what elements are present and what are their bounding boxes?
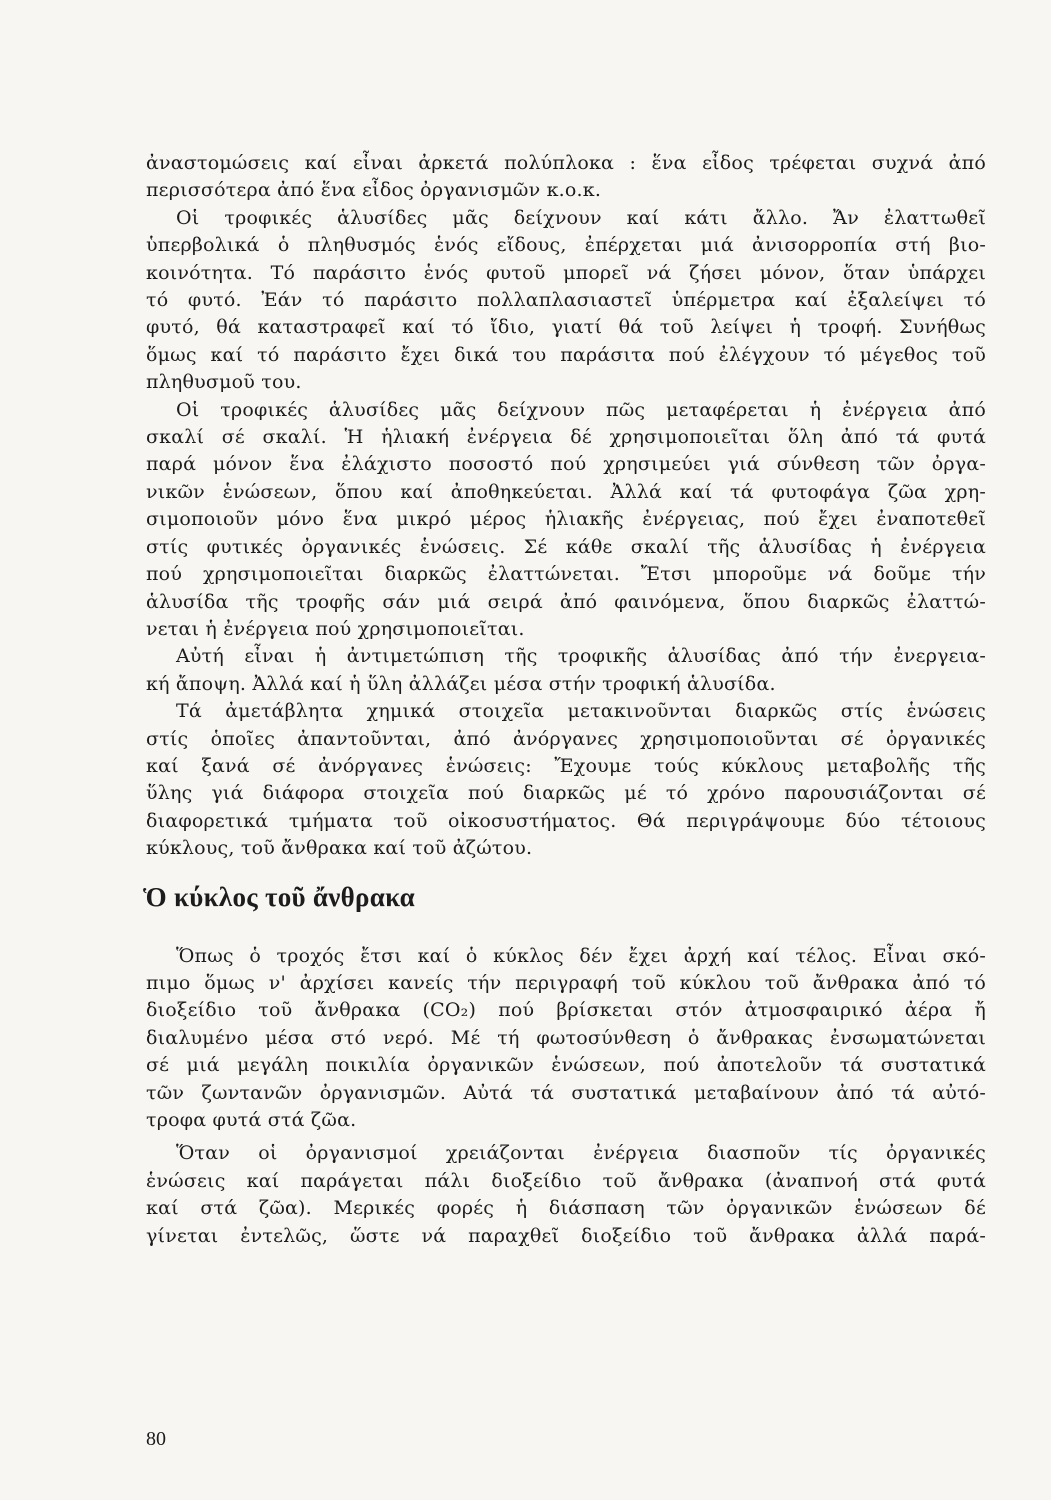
paragraph [146,643,986,698]
page-number: 80 [146,1428,166,1450]
text-line: διαλυμένο μέσα στό νερό. Μέ τή φωτοσύνθεση ὁ ἄνθρακας ἐνσωματώνεται [146,1026,986,1049]
paragraph [146,205,986,397]
text-line: στίς φυτικές ὀργανικές ἑνώσεις. Σέ κάθε σκαλί τῆς ἁλυσίδας ἡ ἐνέργεια [146,535,986,558]
text-line: διαφορετικά τμήματα τοῦ οἰκοσυστήματος. Θά περιγράψουμε δύο τέτοιους [146,809,986,832]
text-line: Αὐτή εἶναι ἡ ἀντιμετώπιση τῆς τροφικῆς ἁλυσίδας ἀπό τήν ἐνεργεια- [176,645,986,668]
text-line: κύκλους, τοῦ ἄνθρακα καί τοῦ ἀζώτου. [146,837,533,860]
paragraph [146,397,986,644]
text-line: κή ἄποψη. Ἀλλά καί ἡ ὕλη ἀλλάζει μέσα στήν τροφική ἁλυσίδα. [146,672,776,695]
text-line: φυτό, θά καταστραφεῖ καί τό ἴδιο, γιατί θά τοῦ λείψει ἡ τροφή. Συνήθως [146,316,986,339]
text-line: πιμο ὅμως ν' ἀρχίσει κανείς τήν περιγραφή τοῦ κύκλου τοῦ ἄνθρακα ἀπό τό [146,971,986,994]
text-line: Ὅταν οἱ ὀργανισμοί χρειάζονται ἐνέργεια διασποῦν τίς ὀργανικές [176,1142,986,1165]
text-line: νεται ἡ ἐνέργεια πού χρησιμοποιεῖται. [146,617,525,640]
paragraph [146,943,986,1135]
text-line: Τά ἀμετάβλητα χημικά στοιχεῖα μετακινοῦνται διαρκῶς στίς ἑνώσεις [176,700,986,723]
text-line: Οἱ τροφικές ἁλυσίδες μᾶς δείχνουν καί κάτι ἄλλο. Ἄν ἐλαττωθεῖ [176,206,986,229]
text-line: τό φυτό. Ἐάν τό παράσιτο πολλαπλασιαστεῖ ὑπέρμετρα καί ἐξαλείψει τό [146,289,986,312]
text-line: κοινότητα. Τό παράσιτο ἑνός φυτοῦ μπορεῖ νά ζήσει μόνον, ὅταν ὑπάρχει [146,261,986,284]
text-line: ὕλης γιά διάφορα στοιχεῖα πού διαρκῶς μέ τό χρόνο παρουσιάζονται σέ [146,782,986,805]
text-line: πού χρησιμοποιεῖται διαρκῶς ἐλαττώνεται. Ἔτσι μποροῦμε νά δοῦμε τήν [146,563,986,586]
text-line: διοξείδιο τοῦ ἄνθρακα (CO₂) πού βρίσκεται στόν ἀτμοσφαιρικό ἀέρα ἤ [146,999,986,1022]
text-line: σκαλί σέ σκαλί. Ἡ ἡλιακή ἐνέργεια δέ χρησιμοποιεῖται ὅλη ἀπό τά φυτά [146,426,986,449]
text-line: σέ μιά μεγάλη ποικιλία ὀργανικῶν ἑνώσεων, πού ἀποτελοῦν τά συστατικά [146,1054,986,1077]
text-line: νικῶν ἑνώσεων, ὅπου καί ἀποθηκεύεται. Ἀλλά καί τά φυτοφάγα ζῶα χρη- [146,480,986,503]
text-line: γίνεται ἐντελῶς, ὥστε νά παραχθεῖ διοξείδιο τοῦ ἄνθρακα ἀλλά παρά- [146,1224,986,1247]
paragraph [146,150,986,205]
text-line: Οἱ τροφικές ἁλυσίδες μᾶς δείχνουν πῶς μεταφέρεται ἡ ἐνέργεια ἀπό [176,398,986,421]
section-2 [146,943,986,1250]
text-line: ἀναστομώσεις καί εἶναι ἀρκετά πολύπλοκα : ἕνα εἶδος τρέφεται συχνά ἀπό [146,152,986,174]
text-line: σιμοποιοῦν μόνο ἕνα μικρό μέρος ἡλιακῆς ἐνέργειας, πού ἔχει ἐναποτεθεῖ [146,508,986,531]
text-line: παρά μόνον ἕνα ἐλάχιστο ποσοστό πού χρησιμεύει γιά σύνθεση τῶν ὀργα- [146,453,986,476]
text-line: ὅμως καί τό παράσιτο ἔχει δικά του παράσιτα πού ἐλέγχουν τό μέγεθος τοῦ [146,343,986,366]
text-line: τροφα φυτά στά ζῶα. [146,1109,357,1131]
text-line: ἁλυσίδα τῆς τροφῆς σάν μιά σειρά ἀπό φαινόμενα, ὅπου διαρκῶς ἐλαττώ- [146,590,986,613]
text-line: καί στά ζῶα). Μερικές φορές ἡ διάσπαση τῶν ὀργανικῶν ἑνώσεων δέ [146,1197,986,1220]
text-line: πληθυσμοῦ του. [146,371,302,394]
page-body [143,150,986,1250]
paragraph [146,1140,986,1250]
text-line: Ὅπως ὁ τροχός ἔτσι καί ὁ κύκλος δέν ἔχει ἀρχή καί τέλος. Εἶναι σκό- [176,944,986,967]
text-line: περισσότερα ἀπό ἕνα εἶδος ὀργανισμῶν κ.ο.κ. [146,179,602,202]
text-line: ἑνώσεις καί παράγεται πάλι διοξείδιο τοῦ ἄνθρακα (ἀναπνοή στά φυτά [146,1169,986,1192]
paragraph [146,698,986,862]
text-line: τῶν ζωντανῶν ὀργανισμῶν. Αὐτά τά συστατικά μεταβαίνουν ἀπό τά αὐτό- [146,1081,986,1104]
text-line: ὑπερβολικά ὁ πληθυσμός ἑνός εἴδους, ἐπέρχεται μιά ἀνισορροπία στή βιο- [146,234,986,257]
section-1 [146,150,986,863]
text-line: καί ξανά σέ ἀνόργανες ἑνώσεις: Ἔχουμε τούς κύκλους μεταβολῆς τῆς [146,754,986,777]
text-line: στίς ὁποῖες ἀπαντοῦνται, ἀπό ἀνόργανες χρησιμοποιοῦνται σέ ὀργανικές [146,727,986,750]
section-heading: Ὁ κύκλος τοῦ ἄνθρακα [143,881,416,912]
